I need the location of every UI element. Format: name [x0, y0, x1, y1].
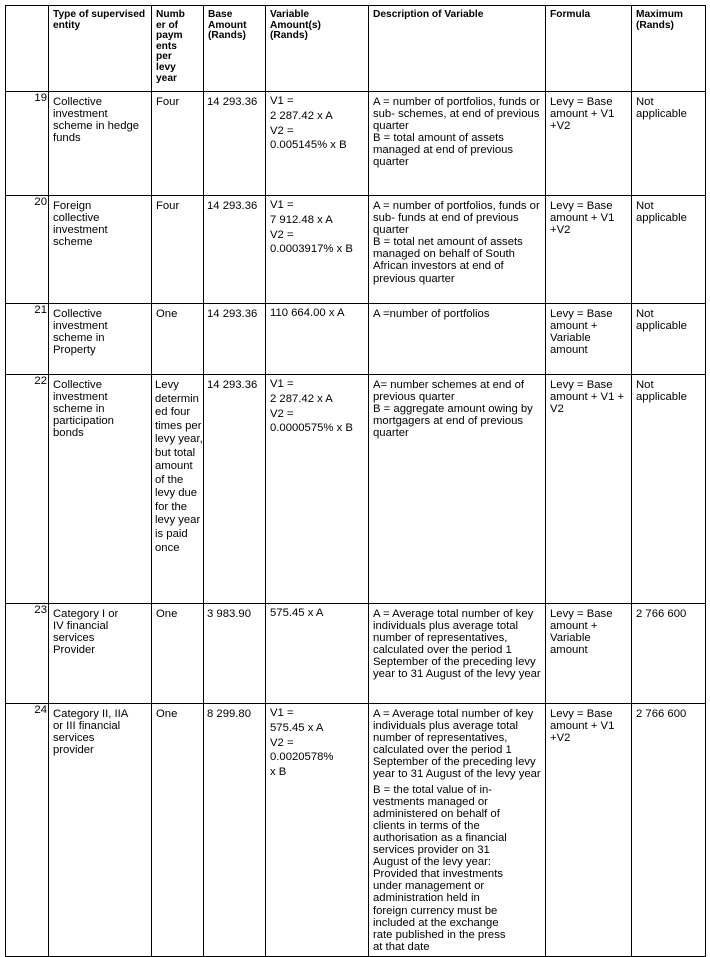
table-row — [6, 196, 706, 304]
row-number: 20 — [6, 196, 49, 304]
levy-table — [5, 5, 706, 957]
table-row — [6, 375, 706, 604]
row-number: 24 — [6, 704, 49, 957]
description-cell: A = Average total number of key individuals plus average total number of representatives, calculated over the period 1 September of the preceding levy year to 31 August of the levy year B = the total value of in-vestments managed or administered on behalf of clients in terms of the authorisation as a financial services provider on 31 August of the levy year: Provided that investments under management or administration held in foreign currency must be included at the exchange rate published in the press at that date — [369, 704, 546, 957]
header-base: Base Amount (Rands) — [204, 6, 266, 92]
row-number: 23 — [6, 604, 49, 704]
base-amount-cell: 3 983.90 — [204, 604, 266, 704]
entity-cell: Foreign collective investment scheme — [49, 196, 152, 304]
table-row — [6, 92, 706, 196]
variable-cell: V1 = 2 287.42 x A V2 = 0.005145% x B — [266, 92, 369, 196]
variable-cell: 110 664.00 x A — [266, 304, 369, 375]
header-maximum: Maximum (Rands) — [632, 6, 706, 92]
maximum-cell: Not applicable — [632, 375, 706, 604]
maximum-cell: Not applicable — [632, 92, 706, 196]
table-row — [6, 704, 706, 957]
entity-cell: Category I or IV financial services Provider — [49, 604, 152, 704]
variable-cell: V1 = 7 912.48 x A V2 = 0.0003917% x B — [266, 196, 369, 304]
formula-cell: Levy = Base amount + V1 + V2 — [546, 375, 632, 604]
description-cell: A =number of portfolios — [369, 304, 546, 375]
entity-cell: Collective investment scheme in Property — [49, 304, 152, 375]
payments-cell: One — [152, 704, 204, 957]
maximum-cell: Not applicable — [632, 304, 706, 375]
description-cell: A = number of portfolios, funds or sub- funds at end of previous quarter B = total net amount of assets managed on behalf of South African investors at end of previous quarter — [369, 196, 546, 304]
maximum-cell: 2 766 600 — [632, 604, 706, 704]
maximum-cell: 2 766 600 — [632, 704, 706, 957]
formula-cell: Levy = Base amount + V1 +V2 — [546, 92, 632, 196]
base-amount-cell: 8 299.80 — [204, 704, 266, 957]
base-amount-cell: 14 293.36 — [204, 375, 266, 604]
variable-cell: V1 = 575.45 x A V2 = 0.0020578% x B — [266, 704, 369, 957]
formula-cell: Levy = Base amount + Variable amount — [546, 604, 632, 704]
header-number — [6, 6, 49, 92]
formula-cell: Levy = Base amount + Variable amount — [546, 304, 632, 375]
header-entity: Type of supervised entity — [49, 6, 152, 92]
payments-cell: Levy determined four times per levy year, but total amount of the levy due for the levy year is paid once — [152, 375, 204, 604]
base-amount-cell: 14 293.36 — [204, 92, 266, 196]
description-cell: A = number of portfolios, funds or sub- schemes, at end of previous quarter B = total amount of assets managed at end of previous quarter — [369, 92, 546, 196]
row-number: 19 — [6, 92, 49, 196]
description-cell: A = Average total number of key individuals plus average total number of representatives, calculated over the period 1 September of the preceding levy year to 31 August of the levy year — [369, 604, 546, 704]
header-variable: Variable Amount(s) (Rands) — [266, 6, 369, 92]
header-payments: Numb er of paym ents per levy year — [152, 6, 204, 92]
entity-cell: Collective investment scheme in participation bonds — [49, 375, 152, 604]
payments-cell: One — [152, 604, 204, 704]
base-amount-cell: 14 293.36 — [204, 304, 266, 375]
base-amount-cell: 14 293.36 — [204, 196, 266, 304]
table-row — [6, 604, 706, 704]
table-row — [6, 304, 706, 375]
header-row — [6, 6, 706, 92]
row-number: 22 — [6, 375, 49, 604]
table-body — [6, 92, 706, 957]
header-description: Description of Variable — [369, 6, 546, 92]
row-number: 21 — [6, 304, 49, 375]
description-cell: A= number schemes at end of previous quarter B = aggregate amount owing by mortgagers at end of previous quarter — [369, 375, 546, 604]
variable-cell: 575.45 x A — [266, 604, 369, 704]
entity-cell: Category II, IIA or III financial services provider — [49, 704, 152, 957]
variable-cell: V1 = 2 287.42 x A V2 = 0.0000575% x B — [266, 375, 369, 604]
formula-cell: Levy = Base amount + V1 +V2 — [546, 196, 632, 304]
payments-cell: Four — [152, 196, 204, 304]
payments-cell: Four — [152, 92, 204, 196]
formula-cell: Levy = Base amount + V1 +V2 — [546, 704, 632, 957]
maximum-cell: Not applicable — [632, 196, 706, 304]
entity-cell: Collective investment scheme in hedge funds — [49, 92, 152, 196]
payments-cell: One — [152, 304, 204, 375]
header-formula: Formula — [546, 6, 632, 92]
